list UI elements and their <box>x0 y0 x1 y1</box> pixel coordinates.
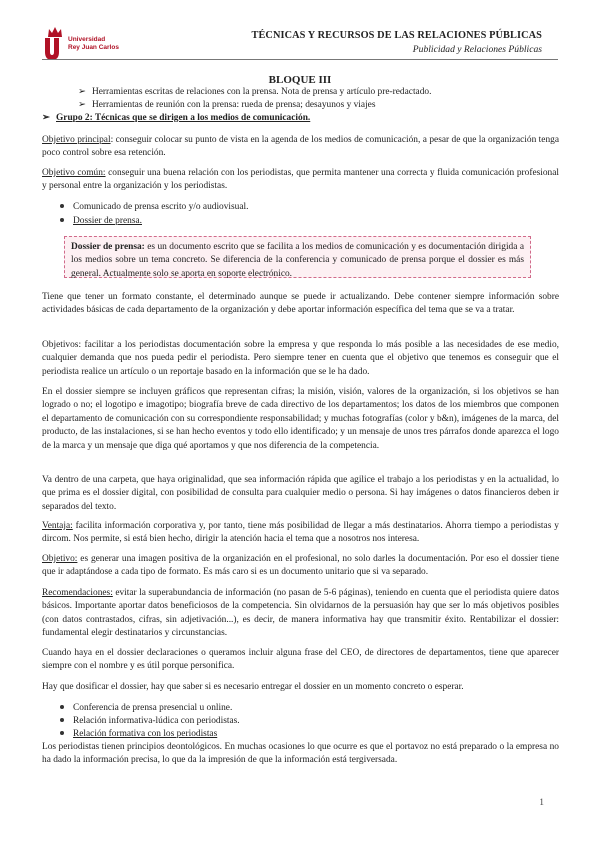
list-item: Relación formativa con los periodistas <box>60 728 217 741</box>
list-item: Comunicado de prensa escrito y/o audiovisual. <box>60 201 248 214</box>
u-logo-icon <box>44 38 60 60</box>
document-title: TÉCNICAS Y RECURSOS DE LAS RELACIONES PÚBLICAS <box>251 30 542 41</box>
paragraph-objetivo-principal: Objetivo principal: conseguir colocar su punto de vista en la agenda de los medios de comunicación, a pesar de que la organización tenga poco control sobre esa retención. <box>42 135 559 159</box>
definition-box <box>64 236 531 278</box>
arrow-list-item: ➢ Herramientas escritas de relaciones con la prensa. Nota de prensa y artículo pre-redactado. <box>78 86 431 99</box>
paragraph-recomendaciones: Recomendaciones: evitar la superabundancia de información (no pasan de 5-6 páginas), teniendo en cuenta que el periodista quiere datos básicos. Importante aportar datos beneficiosos de la competencia. Sin olvidarnos de la persuasión hay que ser lo más objetivos posibles (con datos contrastados, cifras, sin adjetivación...), es decir, de manera informativa hay que transmitir éxito. Rentabilizar el dossier: fundamental elegir destinatarios y circunstancias. <box>42 588 559 639</box>
arrow-bullet-icon: ➢ <box>78 87 86 97</box>
bullet-icon <box>60 731 64 735</box>
list-item: Relación informativa-lúdica con periodistas. <box>60 715 240 728</box>
paragraph-ventaja: Ventaja: facilita información corporativa y, por tanto, tiene más posibilidad de llegar a más destinatarios. Ahorra tiempo a periodistas y dircom. Nos permite, si está bien hecho, dirigir la atención hacia el tema que a nosotros nos interesa. <box>42 521 559 545</box>
paragraph-deontologicos: Los periodistas tienen principios deontológicos. En muchas ocasiones lo que ocurre es que el portavoz no está preparado o la empresa no ha dado la información precisa, lo que da la impresión de que la información está tergiversada. <box>42 742 559 766</box>
paragraph-objetivo-comun: Objetivo común: conseguir una buena relación con los periodistas, que permita mantener una correcta y fluida comunicación profesional y personal entre la organización y los periodistas. <box>42 168 559 192</box>
definition-text: Dossier de prensa: es un documento escrito que se facilita a los medios de comunicación y es documentación dirigida a los medios sobre un tema concreto. Se diferencia de la conferencia y comunicado de prensa porque el dossier es más general. Actualmente solo se aporta en soporte electrónico. <box>71 242 524 279</box>
section-heading: BLOQUE III <box>268 74 332 86</box>
page-number: 1 <box>539 798 544 808</box>
bullet-icon <box>60 705 64 709</box>
document-subtitle: Publicidad y Relaciones Públicas <box>412 44 542 55</box>
list-item: Conferencia de prensa presencial u online. <box>60 702 232 715</box>
bullet-icon <box>60 204 64 208</box>
bullet-icon <box>60 718 64 722</box>
paragraph-declaraciones: Cuando haya en el dossier declaraciones o queramos incluir alguna frase del CEO, de directores de departamentos, tiene que aparecer siempre con el nombre y es útil porque personifica. <box>42 648 559 672</box>
arrow-bullet-icon: ➢ <box>42 113 50 123</box>
arrow-list-item: ➢ Herramientas de reunión con la prensa: rueda de prensa; desayunos y viajes <box>78 99 376 112</box>
header-divider <box>42 59 558 60</box>
bullet-icon <box>60 218 64 222</box>
crown-icon <box>47 26 63 38</box>
paragraph-formato: Tiene que tener un formato constante, el determinado aunque se puede ir actualizando. Debe contener siempre información sobre actividades básicas de cada departamento de la organización y debe aportar información específica del tema que se va a tratar. <box>42 292 559 316</box>
arrow-bullet-icon: ➢ <box>78 100 86 110</box>
paragraph-dossier: En el dossier siempre se incluyen gráficos que representan cifras; la misión, visión, valores de la organización, si los objetivos se han logrado o no; el logotipo e imagotipo; biografía breve de cada directivo de los departamentos; los datos de los miembros que componen el departamento de comunicación con su correspondiente responsabilidad; y muchas fotografías (color y b&n), imágenes de la marca, del producto, de las instalaciones, si se han hecho eventos y todo ello identificado; y un mensaje de unos tres párrafos donde aparezca el logo de la marca y un mensaje que diga qué aportamos y que nos diferencia de la competencia. <box>42 387 559 451</box>
group-heading: ➢ Grupo 2: Técnicas que se dirigen a los medios de comunicación. <box>42 112 310 125</box>
paragraph-objetivo: Objetivo: es generar una imagen positiva de la organización en el profesional, no solo darles la documentación. Por eso el dossier tiene que ir adaptándose a cada tipo de formato. Es más caro si es un documento unitario que si va separado. <box>42 554 559 578</box>
paragraph-carpeta: Va dentro de una carpeta, que haya originalidad, que sea información rápida que agilice el trabajo a los periodistas y en la actualidad, lo que prima es el dossier digital, con posibilidad de consulta para cualquier medio o persona. Si hay imágenes o datos financieros deben ir separados del texto. <box>42 475 559 512</box>
university-logo <box>42 26 152 62</box>
list-item: Dossier de prensa. <box>60 215 142 228</box>
paragraph-dosificar: Hay que dosificar el dossier, hay que saber si es necesario entregar el dossier en un momento concreto o esperar. <box>42 682 464 692</box>
paragraph-objetivos: Objetivos: facilitar a los periodistas documentación sobre la empresa y que responda lo más posible a las necesidades de ese medio, cualquier demanda que nos pueda pedir el periodista. Pero siempre tener en cuenta que el objetivo que tenemos es conseguir que el periodista realice un artículo o un reportaje basado en la información que se le ha dado. <box>42 340 559 377</box>
university-name: Universidad Rey Juan Carlos <box>68 36 119 51</box>
